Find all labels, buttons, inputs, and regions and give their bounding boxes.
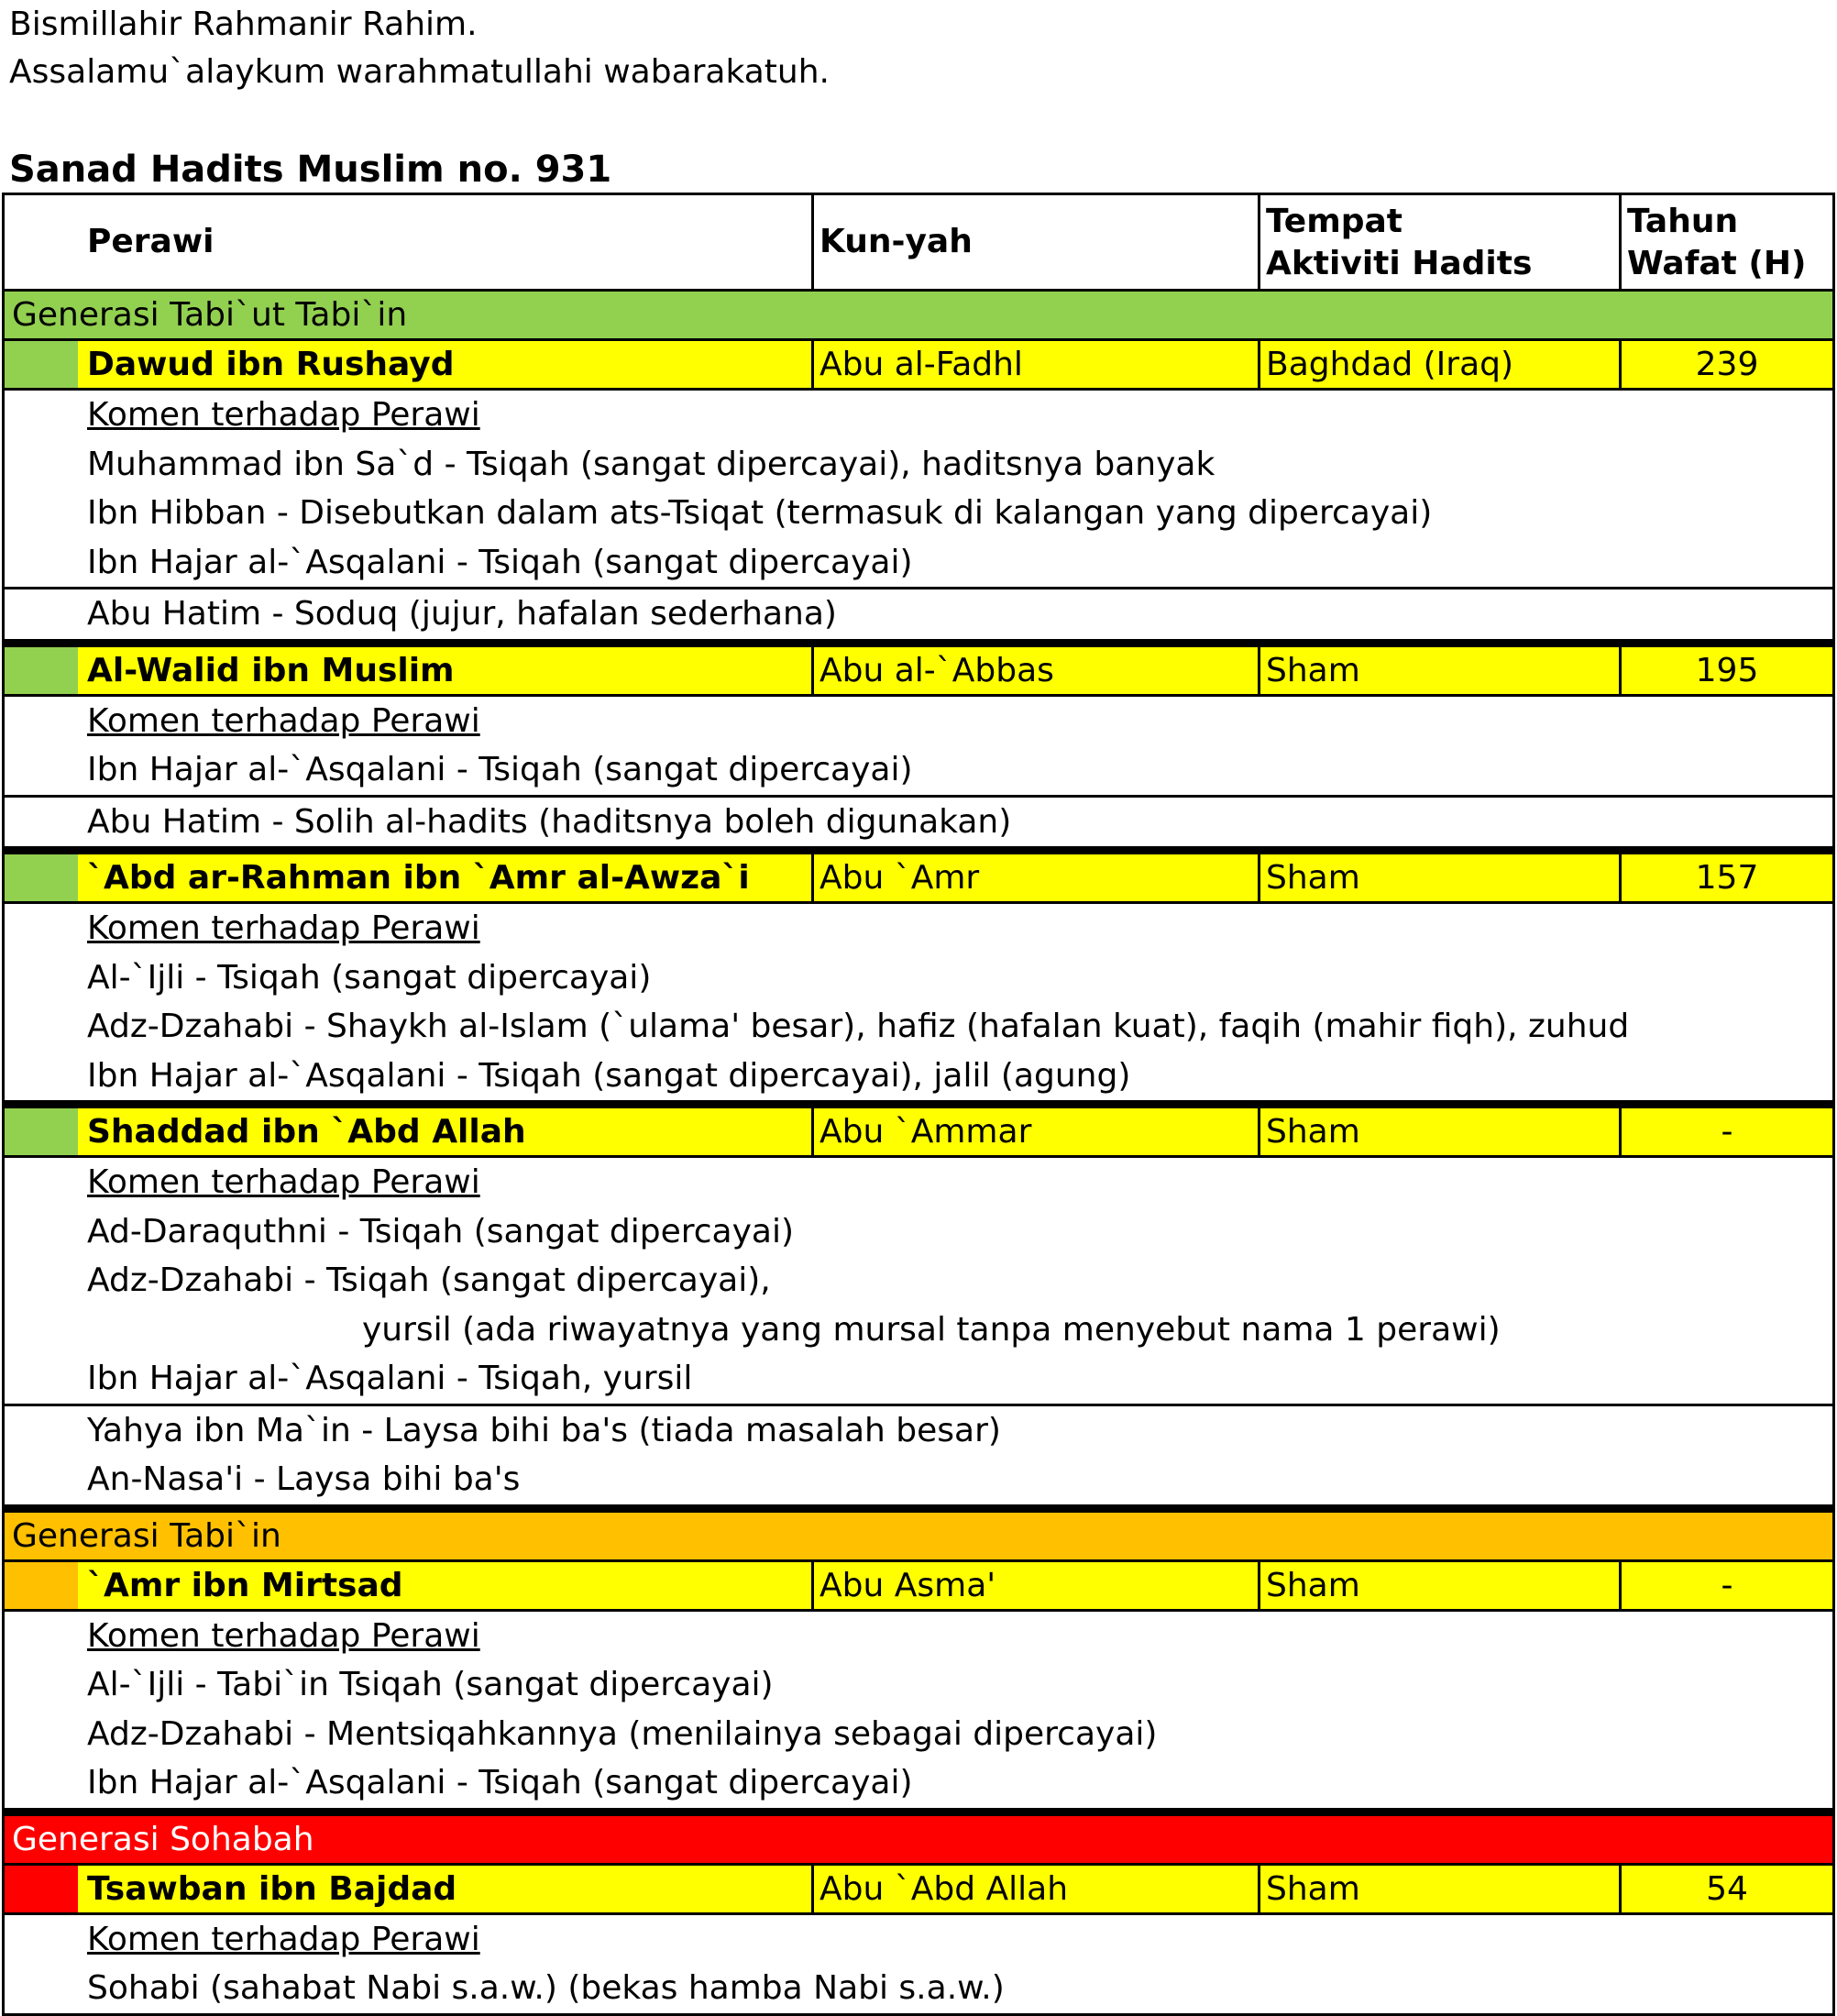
generation-swatch <box>5 1562 78 1609</box>
comment-heading: Komen terhadap Perawi <box>87 701 480 740</box>
header-tempat-2: Aktiviti Hadits <box>1266 245 1533 282</box>
generation-swatch <box>5 647 78 694</box>
comment-line: Al-`Ijli - Tabi`in Tsiqah (sangat dipercayai) <box>87 1666 774 1703</box>
comment-heading: Komen terhadap Perawi <box>87 1616 480 1655</box>
comment-line: Sohabi (sahabat Nabi s.a.w.) (bekas hamba Nabi s.a.w.) <box>87 1969 1005 2007</box>
page-title: Sanad Hadits Muslim no. 931 <box>9 149 612 191</box>
comment-heading: Komen terhadap Perawi <box>87 1163 480 1201</box>
header-kunyah: Kun-yah <box>820 223 973 260</box>
comment-block <box>5 1612 1832 1816</box>
generation-swatch <box>5 341 78 388</box>
narrator-row <box>5 341 1832 391</box>
comment-line: Abu Hatim - Solih al-hadits (haditsnya boleh digunakan) <box>87 802 1012 841</box>
narrator-place: Sham <box>1258 1866 1619 1912</box>
sanad-table <box>2 193 1835 2016</box>
narrator-death-year: - <box>1619 1108 1832 1155</box>
narrator-kunyah: Abu `Ammar <box>811 1108 1258 1155</box>
narrator-place: Sham <box>1258 647 1619 694</box>
comment-line: Al-`Ijli - Tsiqah (sangat dipercayai) <box>87 958 652 997</box>
header-kunyah-cell <box>811 195 1258 289</box>
header-perawi-cell <box>5 195 811 289</box>
comment-line: Ibn Hajar al-`Asqalani - Tsiqah (sangat dipercayai) <box>87 543 913 581</box>
narrator-name: Shaddad ibn `Abd Allah <box>87 1113 526 1151</box>
narrator-place: Baghdad (Iraq) <box>1258 341 1619 388</box>
narrator-place: Sham <box>1258 854 1619 901</box>
intro-line-2: Assalamu`alaykum warahmatullahi wabarakatuh. <box>9 53 830 91</box>
table-body <box>5 292 1832 2016</box>
table-header <box>5 193 1832 292</box>
comment-line: Yahya ibn Ma`in - Laysa bihi ba's (tiada masalah besar) <box>87 1411 1001 1449</box>
header-tahun-cell <box>1619 195 1837 289</box>
intro-line-1: Bismillahir Rahmanir Rahim. <box>9 6 478 43</box>
comment-heading: Komen terhadap Perawi <box>87 396 480 434</box>
narrator-row <box>5 854 1832 904</box>
header-perawi: Perawi <box>87 223 214 260</box>
narrator-name: Tsawban ibn Bajdad <box>87 1869 457 1908</box>
generation-header: Generasi Tabi`ut Tabi`in <box>5 292 1832 341</box>
narrator-kunyah: Abu al-`Abbas <box>811 647 1258 694</box>
narrator-kunyah: Abu Asma' <box>811 1562 1258 1609</box>
comment-line: Adz-Dzahabi - Shaykh al-Islam (`ulama' besar), hafiz (hafalan kuat), faqih (mahir fiqh), zuhud <box>87 1008 1630 1045</box>
header-tempat-1: Tempat <box>1266 203 1402 240</box>
comment-line: Ibn Hajar al-`Asqalani - Tsiqah (sangat dipercayai) <box>87 1764 913 1801</box>
comment-line: Ibn Hajar al-`Asqalani - Tsiqah (sangat dipercayai) <box>87 751 913 788</box>
narrator-kunyah: Abu al-Fadhl <box>811 341 1258 388</box>
narrator-row <box>5 1108 1832 1158</box>
extra-comment-block <box>5 589 1832 647</box>
comment-line: Ibn Hajar al-`Asqalani - Tsiqah (sangat dipercayai), jalil (agung) <box>87 1056 1131 1095</box>
generation-swatch <box>5 854 78 901</box>
narrator-kunyah: Abu `Amr <box>811 854 1258 901</box>
generation-swatch <box>5 1108 78 1155</box>
narrator-row <box>5 647 1832 697</box>
narrator-death-year: 239 <box>1619 341 1832 388</box>
narrator-name: Al-Walid ibn Muslim <box>87 651 455 689</box>
comment-heading: Komen terhadap Perawi <box>87 909 480 947</box>
comment-line: An-Nasa'i - Laysa bihi ba's <box>87 1460 521 1498</box>
generation-header: Generasi Tabi`in <box>5 1513 1832 1562</box>
narrator-name: `Amr ibn Mirtsad <box>87 1566 403 1604</box>
header-tahun-1: Tahun <box>1627 203 1739 240</box>
comment-line: Ibn Hajar al-`Asqalani - Tsiqah, yursil <box>87 1360 693 1397</box>
comment-line: Adz-Dzahabi - Mentsiqahkannya (menilainya sebagai dipercayai) <box>87 1714 1158 1753</box>
extra-comment-block <box>5 1406 1832 1513</box>
comment-line: Muhammad ibn Sa`d - Tsiqah (sangat dipercayai), haditsnya banyak <box>87 445 1216 483</box>
comment-line: yursil (ada riwayatnya yang mursal tanpa menyebut nama 1 perawi) <box>362 1310 1501 1349</box>
comment-block <box>5 904 1832 1108</box>
generation-swatch <box>5 1866 78 1912</box>
narrator-death-year: - <box>1619 1562 1832 1609</box>
comment-line: Adz-Dzahabi - Tsiqah (sangat dipercayai), <box>87 1261 771 1299</box>
header-tahun-2: Wafat (H) <box>1627 245 1807 282</box>
comment-heading: Komen terhadap Perawi <box>87 1920 480 1958</box>
narrator-place: Sham <box>1258 1108 1619 1155</box>
narrator-kunyah: Abu `Abd Allah <box>811 1866 1258 1912</box>
comment-block <box>5 697 1832 798</box>
narrator-death-year: 157 <box>1619 854 1832 901</box>
comment-block <box>5 391 1832 589</box>
generation-header: Generasi Sohabah <box>5 1816 1832 1866</box>
narrator-death-year: 54 <box>1619 1866 1832 1912</box>
comment-block <box>5 1158 1832 1406</box>
narrator-row <box>5 1866 1832 1915</box>
comment-line: Abu Hatim - Soduq (jujur, hafalan sederhana) <box>87 595 837 633</box>
comment-block <box>5 1915 1832 2016</box>
narrator-death-year: 195 <box>1619 647 1832 694</box>
extra-comment-block <box>5 798 1832 855</box>
comment-line: Ibn Hibban - Disebutkan dalam ats-Tsiqat (termasuk di kalangan yang dipercayai) <box>87 494 1433 532</box>
narrator-name: Dawud ibn Rushayd <box>87 346 455 383</box>
narrator-row <box>5 1562 1832 1612</box>
narrator-place: Sham <box>1258 1562 1619 1609</box>
header-tempat-cell <box>1258 195 1619 289</box>
narrator-name: `Abd ar-Rahman ibn `Amr al-Awza`i <box>87 859 750 897</box>
comment-line: Ad-Daraquthni - Tsiqah (sangat dipercayai) <box>87 1212 795 1250</box>
